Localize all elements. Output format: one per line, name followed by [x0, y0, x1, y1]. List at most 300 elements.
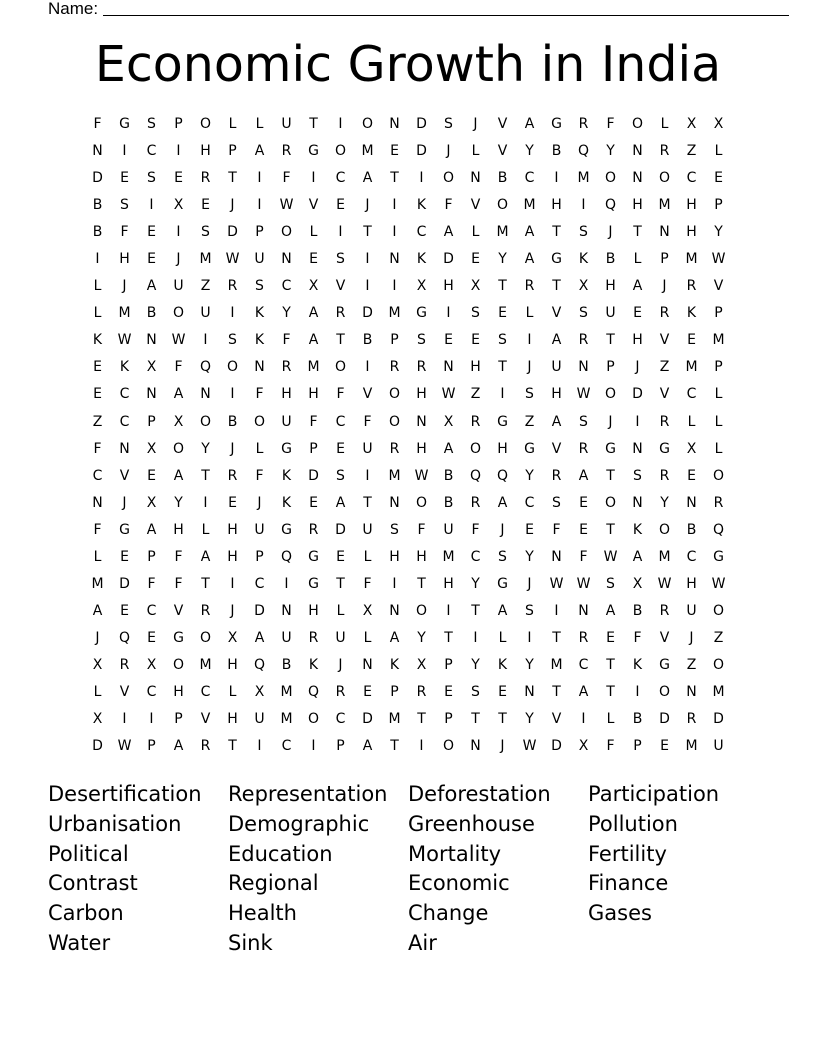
word-bank-item: Health	[228, 901, 297, 926]
grid-letter: R	[713, 494, 724, 511]
grid-letter: G	[524, 440, 535, 457]
word-bank-item: Contrast	[48, 871, 138, 896]
grid-letter: N	[416, 413, 427, 430]
grid-letter: W	[117, 332, 132, 349]
grid-letter: X	[443, 413, 454, 430]
grid-letter: P	[228, 143, 237, 160]
grid-letter: I	[446, 305, 451, 322]
grid-letter: F	[417, 521, 426, 538]
grid-letter: B	[551, 143, 562, 160]
grid-letter: J	[230, 602, 235, 619]
grid-letter: A	[605, 602, 616, 619]
grid-letter: X	[470, 278, 481, 295]
grid-letter: W	[576, 386, 591, 403]
grid-letter: C	[281, 738, 292, 755]
grid-letter: S	[336, 467, 345, 484]
grid-letter: R	[686, 278, 697, 295]
grid-letter: A	[173, 467, 184, 484]
grid-letter: T	[390, 170, 399, 187]
grid-letter: R	[659, 467, 670, 484]
grid-letter: W	[549, 575, 564, 592]
grid-letter: L	[309, 224, 318, 241]
grid-letter: O	[172, 305, 185, 322]
grid-letter: N	[92, 494, 103, 511]
grid-letter: X	[686, 440, 697, 457]
grid-letter: F	[471, 521, 480, 538]
grid-letter: T	[552, 629, 561, 646]
grid-letter: E	[336, 440, 345, 457]
grid-letter: T	[363, 224, 372, 241]
grid-letter: Y	[498, 251, 507, 268]
word-bank-item: Finance	[588, 871, 669, 896]
grid-letter: J	[365, 197, 370, 214]
grid-letter: S	[633, 467, 642, 484]
grid-letter: R	[470, 413, 481, 430]
grid-letter: I	[257, 197, 262, 214]
grid-letter: O	[226, 359, 239, 376]
grid-letter: M	[712, 683, 725, 700]
grid-letter: P	[390, 683, 399, 700]
grid-letter: B	[497, 170, 508, 187]
grid-letter: A	[146, 521, 157, 538]
grid-letter: T	[201, 575, 210, 592]
grid-letter: O	[172, 656, 185, 673]
grid-letter: A	[389, 629, 400, 646]
grid-letter: M	[496, 224, 509, 241]
grid-letter: B	[686, 521, 697, 538]
word-bank-item: Water	[48, 930, 111, 955]
grid-letter: G	[713, 548, 724, 565]
grid-letter: U	[281, 116, 292, 132]
grid-letter: I	[392, 575, 397, 592]
grid-letter: P	[660, 251, 669, 268]
grid-letter: T	[201, 467, 210, 484]
grid-letter: I	[122, 143, 127, 160]
word-bank-item: Urbanisation	[48, 811, 182, 836]
grid-letter: N	[389, 602, 400, 619]
grid-letter: G	[416, 305, 427, 322]
grid-letter: F	[255, 386, 264, 403]
grid-letter: O	[658, 683, 671, 700]
grid-letter: T	[336, 332, 345, 349]
grid-letter: P	[390, 332, 399, 349]
grid-letter: S	[498, 548, 507, 565]
grid-letter: B	[632, 602, 643, 619]
grid-letter: W	[279, 197, 294, 214]
grid-letter: E	[525, 521, 534, 538]
grid-letter: Y	[606, 143, 615, 160]
grid-letter: D	[119, 575, 130, 592]
grid-letter: A	[200, 548, 211, 565]
grid-letter: G	[551, 116, 562, 132]
word-bank-item: Deforestation	[408, 782, 551, 806]
grid-letter: X	[416, 278, 427, 295]
grid-letter: F	[93, 521, 102, 538]
grid-letter: X	[146, 656, 157, 673]
name-field	[48, 0, 748, 18]
grid-letter: E	[228, 494, 237, 511]
grid-letter: Q	[577, 143, 590, 160]
grid-letter: I	[554, 170, 559, 187]
grid-letter: O	[415, 494, 428, 511]
grid-letter: O	[199, 116, 212, 132]
grid-letter: R	[389, 440, 400, 457]
grid-letter: R	[578, 116, 589, 132]
grid-letter: N	[443, 359, 454, 376]
grid-letter: O	[307, 711, 320, 728]
grid-letter: H	[605, 278, 616, 295]
grid-letter: N	[659, 224, 670, 241]
grid-letter: G	[173, 629, 184, 646]
grid-letter: I	[527, 629, 532, 646]
grid-letter: U	[713, 738, 724, 755]
grid-letter: E	[336, 197, 345, 214]
grid-letter: F	[120, 224, 129, 241]
grid-letter: H	[443, 278, 454, 295]
word-bank-item: Desertification	[48, 782, 202, 806]
grid-letter: C	[335, 413, 346, 430]
grid-letter: V	[659, 629, 670, 646]
grid-letter: Q	[118, 629, 131, 646]
grid-letter: O	[496, 197, 509, 214]
grid-letter: N	[200, 386, 211, 403]
grid-letter: J	[230, 197, 235, 214]
grid-letter: H	[632, 197, 643, 214]
grid-letter: T	[336, 575, 345, 592]
grid-letter: R	[335, 683, 346, 700]
grid-letter: X	[578, 738, 589, 755]
word-bank-item: Education	[228, 841, 333, 866]
grid-letter: R	[335, 305, 346, 322]
grid-letter: L	[471, 224, 480, 241]
grid-letter: A	[524, 251, 535, 268]
grid-letter: N	[146, 386, 157, 403]
grid-letter: N	[146, 332, 157, 349]
grid-letter: Y	[525, 143, 534, 160]
grid-letter: I	[203, 494, 208, 511]
grid-letter: W	[603, 548, 618, 565]
grid-letter: F	[93, 440, 102, 457]
grid-letter: B	[605, 251, 616, 268]
grid-letter: X	[173, 197, 184, 214]
grid-letter: D	[416, 116, 427, 132]
grid-letter: G	[659, 440, 670, 457]
grid-letter: V	[308, 197, 319, 214]
grid-letter: N	[281, 602, 292, 619]
grid-letter: V	[470, 197, 481, 214]
grid-letter: I	[149, 197, 154, 214]
grid-letter: W	[225, 251, 240, 268]
grid-letter: X	[146, 359, 157, 376]
grid-letter: A	[92, 602, 103, 619]
grid-letter: E	[363, 683, 372, 700]
grid-letter: M	[388, 305, 401, 322]
grid-letter: R	[281, 143, 292, 160]
word-bank-item: Carbon	[48, 901, 124, 926]
grid-letter: J	[527, 575, 532, 592]
grid-letter: C	[92, 467, 103, 484]
grid-letter: U	[173, 278, 184, 295]
grid-letter: V	[173, 602, 184, 619]
grid-letter: C	[119, 413, 130, 430]
grid-letter: C	[146, 683, 157, 700]
grid-letter: I	[176, 143, 181, 160]
grid-letter: O	[469, 440, 482, 457]
page-title: Economic Growth in India	[94, 36, 722, 93]
grid-letter: D	[632, 386, 643, 403]
grid-letter: O	[253, 413, 266, 430]
grid-letter: X	[713, 116, 724, 132]
grid-letter: O	[712, 467, 725, 484]
grid-letter: T	[606, 521, 615, 538]
grid-letter: P	[255, 224, 264, 241]
grid-letter: F	[147, 575, 156, 592]
grid-letter: W	[657, 575, 672, 592]
word-bank-item: Change	[408, 901, 489, 926]
grid-letter: O	[280, 224, 293, 241]
grid-letter: N	[119, 440, 130, 457]
grid-letter: G	[605, 440, 616, 457]
grid-letter: I	[365, 359, 370, 376]
grid-letter: F	[282, 332, 291, 349]
grid-letter: M	[442, 548, 455, 565]
grid-letter: V	[659, 386, 670, 403]
grid-letter: J	[500, 521, 505, 538]
grid-letter: R	[308, 521, 319, 538]
grid-letter: N	[578, 359, 589, 376]
grid-letter: E	[579, 494, 588, 511]
grid-letter: B	[146, 305, 157, 322]
word-bank-item: Participation	[588, 782, 720, 806]
grid-letter: I	[365, 467, 370, 484]
grid-letter: T	[606, 467, 615, 484]
grid-letter: I	[419, 738, 424, 755]
grid-letter: U	[443, 521, 454, 538]
grid-letter: E	[444, 332, 453, 349]
grid-letter: A	[632, 548, 643, 565]
grid-letter: G	[308, 143, 319, 160]
grid-letter: C	[686, 386, 697, 403]
grid-letter: K	[281, 494, 292, 511]
grid-letter: L	[687, 413, 696, 430]
grid-letter: I	[284, 575, 289, 592]
grid-letter: E	[471, 332, 480, 349]
word-bank-item: Greenhouse	[408, 811, 535, 836]
grid-letter: O	[415, 602, 428, 619]
grid-letter: J	[230, 440, 235, 457]
grid-letter: I	[338, 224, 343, 241]
grid-letter: D	[713, 711, 724, 728]
grid-letter: O	[604, 170, 617, 187]
grid-letter: Z	[200, 278, 211, 295]
grid-letter: N	[389, 116, 400, 132]
grid-letter: J	[122, 278, 127, 295]
grid-letter: V	[200, 711, 211, 728]
grid-letter: X	[92, 711, 103, 728]
grid-letter: U	[281, 629, 292, 646]
grid-letter: R	[578, 332, 589, 349]
grid-letter: X	[146, 494, 157, 511]
grid-letter: E	[714, 170, 723, 187]
grid-letter: C	[335, 170, 346, 187]
grid-letter: K	[416, 197, 427, 214]
grid-letter: U	[200, 305, 211, 322]
grid-letter: I	[473, 629, 478, 646]
grid-letter: B	[362, 332, 373, 349]
grid-letter: T	[498, 359, 507, 376]
grid-letter: J	[608, 413, 613, 430]
grid-letter: U	[551, 359, 562, 376]
grid-letter: N	[470, 738, 481, 755]
grid-letter: N	[362, 656, 373, 673]
grid-letter: N	[524, 683, 535, 700]
grid-letter: I	[176, 224, 181, 241]
grid-letter: R	[200, 738, 211, 755]
grid-letter: K	[92, 332, 103, 349]
grid-letter: G	[551, 251, 562, 268]
grid-letter: A	[578, 683, 589, 700]
grid-letter: X	[686, 116, 697, 132]
grid-letter: T	[606, 683, 615, 700]
grid-letter: O	[604, 386, 617, 403]
letter-grid	[84, 111, 732, 760]
grid-letter: E	[498, 683, 507, 700]
grid-letter: Y	[174, 494, 183, 511]
grid-letter: O	[658, 170, 671, 187]
grid-letter: D	[92, 738, 103, 755]
grid-letter: O	[604, 494, 617, 511]
grid-letter: L	[714, 413, 723, 430]
grid-letter: K	[254, 305, 265, 322]
grid-letter: F	[606, 738, 615, 755]
grid-letter: Y	[525, 548, 534, 565]
grid-letter: U	[335, 629, 346, 646]
grid-letter: I	[581, 197, 586, 214]
grid-letter: L	[93, 548, 102, 565]
grid-letter: X	[146, 440, 157, 457]
grid-letter: L	[633, 251, 642, 268]
grid-letter: U	[362, 521, 373, 538]
grid-letter: S	[579, 224, 588, 241]
grid-letter: E	[444, 683, 453, 700]
grid-letter: J	[446, 143, 451, 160]
grid-letter: J	[338, 656, 343, 673]
grid-letter: A	[578, 467, 589, 484]
grid-letter: I	[338, 116, 343, 132]
grid-letter: N	[686, 494, 697, 511]
grid-letter: E	[147, 629, 156, 646]
grid-letter: R	[686, 711, 697, 728]
grid-letter: A	[254, 629, 265, 646]
grid-letter: N	[389, 494, 400, 511]
grid-letter: G	[497, 575, 508, 592]
grid-letter: A	[362, 170, 373, 187]
grid-letter: C	[524, 494, 535, 511]
grid-letter: F	[579, 548, 588, 565]
grid-letter: V	[659, 332, 670, 349]
grid-letter: P	[255, 548, 264, 565]
grid-letter: K	[254, 332, 265, 349]
grid-letter: S	[390, 521, 399, 538]
grid-letter: S	[228, 332, 237, 349]
grid-letter: H	[119, 251, 130, 268]
grid-letter: W	[117, 738, 132, 755]
grid-letter: Z	[92, 413, 103, 430]
grid-letter: T	[228, 738, 237, 755]
grid-letter: C	[335, 711, 346, 728]
grid-letter: Y	[525, 656, 534, 673]
grid-letter: B	[281, 656, 292, 673]
grid-letter: G	[308, 548, 319, 565]
grid-letter: Y	[714, 224, 723, 241]
grid-letter: L	[714, 440, 723, 457]
grid-letter: U	[254, 711, 265, 728]
grid-letter: M	[388, 711, 401, 728]
grid-letter: S	[201, 224, 210, 241]
grid-letter: C	[254, 575, 265, 592]
grid-letter: D	[659, 711, 670, 728]
grid-letter: X	[578, 278, 589, 295]
grid-letter: O	[334, 359, 347, 376]
grid-letter: M	[658, 548, 671, 565]
grid-letter: I	[230, 386, 235, 403]
grid-letter: D	[227, 224, 238, 241]
grid-letter: E	[120, 548, 129, 565]
grid-letter: E	[579, 521, 588, 538]
grid-letter: T	[471, 711, 480, 728]
grid-letter: F	[606, 116, 615, 132]
grid-letter: P	[147, 548, 156, 565]
word-bank-item: Demographic	[228, 811, 370, 836]
grid-letter: S	[147, 170, 156, 187]
grid-letter: P	[147, 738, 156, 755]
grid-letter: J	[500, 738, 505, 755]
grid-letter: E	[633, 305, 642, 322]
grid-letter: F	[363, 413, 372, 430]
grid-letter: V	[335, 278, 346, 295]
grid-letter: W	[522, 738, 537, 755]
grid-letter: R	[659, 413, 670, 430]
grid-letter: L	[93, 278, 102, 295]
grid-letter: I	[554, 602, 559, 619]
grid-letter: B	[227, 413, 238, 430]
grid-letter: M	[388, 467, 401, 484]
grid-letter: C	[146, 602, 157, 619]
grid-letter: T	[390, 738, 399, 755]
grid-letter: T	[552, 224, 561, 241]
grid-letter: G	[659, 656, 670, 673]
grid-letter: U	[686, 602, 697, 619]
grid-letter: F	[174, 359, 183, 376]
word-bank-item: Fertility	[588, 841, 667, 866]
name-underline	[103, 15, 789, 16]
grid-letter: F	[633, 629, 642, 646]
grid-letter: Q	[712, 521, 725, 538]
grid-letter: O	[388, 386, 401, 403]
grid-letter: A	[173, 386, 184, 403]
grid-letter: M	[307, 359, 320, 376]
grid-letter: A	[173, 738, 184, 755]
grid-letter: A	[146, 278, 157, 295]
grid-letter: P	[174, 711, 183, 728]
grid-letter: M	[199, 251, 212, 268]
grid-letter: S	[579, 305, 588, 322]
grid-letter: K	[119, 359, 130, 376]
grid-letter: R	[578, 440, 589, 457]
grid-letter: Z	[659, 359, 670, 376]
grid-letter: T	[552, 278, 561, 295]
grid-letter: V	[551, 305, 562, 322]
